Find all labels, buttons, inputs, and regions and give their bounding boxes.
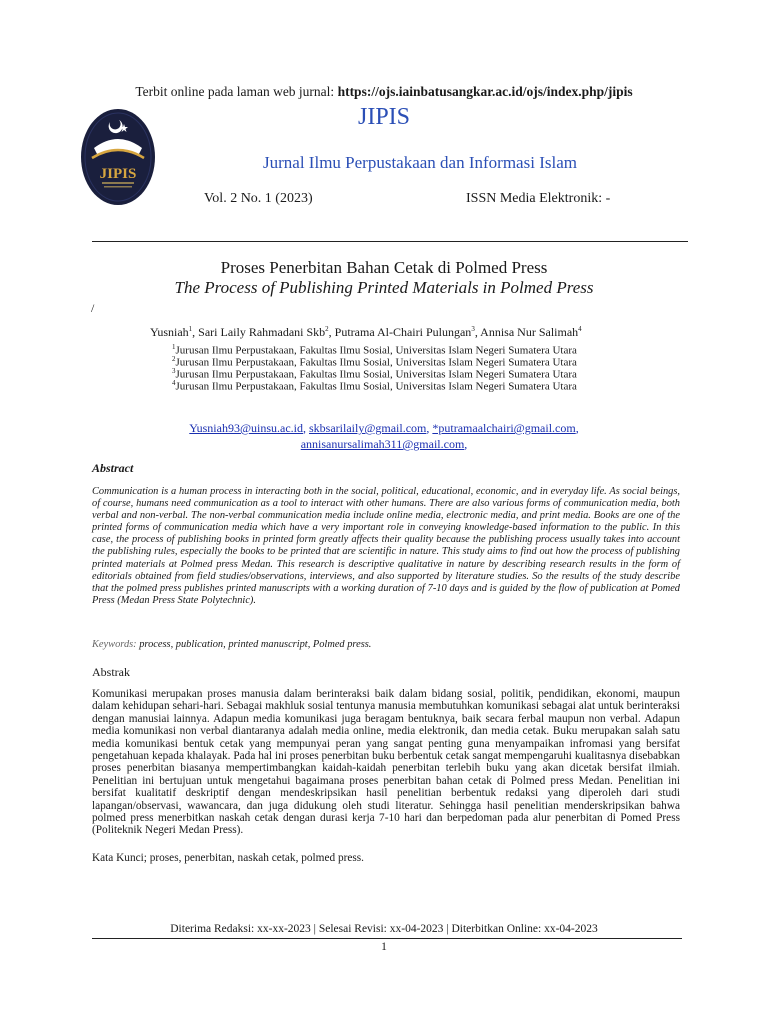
email-list: Yusniah93@uinsu.ac.id, skbsarilaily@gmail.com, *putramaalchairi@gmail.com, annisanursalimah311@gmail.com, — [189, 421, 579, 451]
affiliation-sup: 4 — [172, 379, 176, 387]
email-link[interactable]: Yusniah93@uinsu.ac.id — [189, 421, 303, 435]
keywords-text: process, publication, printed manuscript, Polmed press. — [136, 639, 372, 650]
author-sup: 1 — [188, 325, 193, 333]
page-number: 1 — [381, 941, 387, 953]
abstrak-heading: Abstrak — [92, 665, 130, 679]
email-link[interactable]: skbsarilaily@gmail.com — [309, 421, 427, 435]
article-title-english: The Process of Publishing Printed Materials in Polmed Press — [174, 278, 594, 297]
affiliation-sup: 1 — [172, 343, 176, 351]
author-name: Yusniah — [150, 325, 189, 339]
issn-info: ISSN Media Elektronik: - — [466, 191, 611, 206]
journal-name: Jurnal Ilmu Perpustakaan dan Informasi Islam — [263, 153, 577, 172]
header-divider — [92, 241, 688, 242]
abstract-text: Communication is a human process in interacting both in the social, political, educational, economic, and in everyday life. As social beings, of course, humans need communication as a tool to interact with other humans. There are also various forms of communication media, both verbal and non-verbal. The non-verbal communication media include online media, electronic media, and print media. Books are one of the printed forms of communication media which have a very important role in conveying knowledge-based information to the public. In this case, the process of publishing books in printed form greatly affects their quality because the publishing process usually takes into account the publishing rules, especially the books to be printed that are scientific in nature. This study aims to find out how the process of publishing printed materials at Polmed press Medan. This research is descriptive qualitative in nature by describing research results in the form of editorials obtained from field studies/observations, interviews, and also supported by literature studies. So the results of the study describe that the polmed press publishes printed manuscripts with a working duration of 7-10 days and is guided by the flow of publication at Pomed Press (Medan Press State Polytechnic). — [92, 486, 680, 606]
author-name: Putrama Al-Chairi Pulungan — [334, 325, 472, 339]
footer-divider — [92, 938, 682, 939]
affiliation-text: Jurusan Ilmu Perpustakaan, Fakultas Ilmu Sosial, Universitas Islam Negeri Sumatera Utara — [175, 368, 577, 381]
online-prefix: Terbit online pada laman web jurnal: — [135, 84, 338, 99]
online-publication-line — [0, 84, 768, 100]
journal-abbreviation: JIPIS — [357, 104, 411, 130]
affiliation-text: Jurusan Ilmu Perpustakaan, Fakultas Ilmu Sosial, Universitas Islam Negeri Sumatera Utara — [175, 344, 577, 357]
volume-info: Vol. 2 No. 1 (2023) — [204, 191, 313, 206]
author-list: Yusniah$^1$, Sari Laily Rahmadani Skb$^2$, Putrama Al-Chairi Pulungan$^3$, Annisa Nur Salimah$^4$ — [150, 325, 582, 339]
email-link[interactable]: *putramaalchairi@gmail.com — [432, 421, 576, 435]
author-name: Annisa Nur Salimah — [480, 325, 579, 339]
slash-mark: / — [91, 301, 95, 315]
footer-dates: Diterima Redaksi: xx-xx-2023 | Selesai Revisi: xx-04-2023 | Diterbitkan Online: xx-04-2023 — [170, 923, 598, 935]
author-sup: 3 — [471, 325, 475, 333]
keywords — [92, 639, 371, 650]
author-sup: 2 — [325, 325, 329, 333]
author-sup: 4 — [578, 325, 582, 333]
journal-url[interactable]: https://ojs.iainbatusangkar.ac.id/ojs/index.php/jipis — [337, 84, 633, 99]
affiliation-text: Jurusan Ilmu Perpustakaan, Fakultas Ilmu Sosial, Universitas Islam Negeri Sumatera Utara — [175, 380, 577, 393]
keywords-label: Keywords: — [92, 639, 137, 650]
article-title-indonesian: Proses Penerbitan Bahan Cetak di Polmed Press — [220, 258, 548, 277]
affiliation-text: Jurusan Ilmu Perpustakaan, Fakultas Ilmu Sosial, Universitas Islam Negeri Sumatera Utara — [175, 356, 577, 369]
email-link[interactable]: annisanursalimah311@gmail.com — [300, 437, 465, 451]
author-name: Sari Laily Rahmadani Skb — [198, 325, 326, 339]
affiliation-sup: 3 — [172, 367, 176, 375]
abstrak-text: Komunikasi merupakan proses manusia dalam berinteraksi baik dalam bidang sosial, politik, pendidikan, ekonomi, maupun dalam kehidupan sehari-hari. Sebagai makhluk sosial tentunya manusia membutuhkan komunikasi sebagai alat untuk berinteraksi dengan manusiai lainnya. Adapun media komunikasi juga beragam bentuknya, baik secara ferbal maupun non verbal. Adapun media komunikasi non verbal diantaranya adalah media online, media elektronik, dan media cetak. Buku merupakan salah satu media komunikasi bentuk cetak yang mempunyai peran yang sangat penting guna menyampaikan infromasi yang bersifat pengetahuan kepada khalayak. Pada hal ini proses penerbitan buku berbentuk cetak sangat mempengaruhi kualitasnya disebabkan proses penerbitan biasanya mempertimbangkan kaidah-kaidah penerbitan terlebih buku yang akan dicetak bersifat ilmiah. Penelitian ini bertujuan untuk mengetahui bagaimana proses penerbitan bahan cetak di Polmed press Medan. Penelitian ini bersifat kualitatif deskriptif dengan mendeskripsikan hasil penelitian berbentuk redaksi yang diperoleh dari studi lapangan/observasi, wawancara, dan juga didukung oleh studi literatur. Sehingga hasil penelitian menderskripsikan bahwa polmed press menerbitkan naskah cetak dengan durasi kerja 7-10 hari dan berpedoman pada alur penerbitan di Pomed Press (Politeknik Negeri Medan Press). — [92, 688, 680, 837]
affiliation-sup: 2 — [172, 355, 176, 363]
abstract-heading: Abstract — [92, 461, 134, 475]
affiliation-line — [172, 377, 672, 393]
logo-text: JIPIS — [99, 166, 137, 182]
kata-kunci: Kata Kunci; proses, penerbitan, naskah cetak, polmed press. — [92, 852, 364, 864]
